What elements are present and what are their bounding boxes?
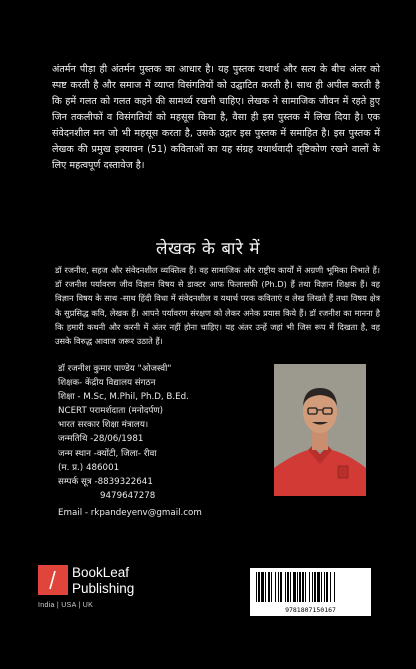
back-cover-blurb: अंतर्मन पीड़ा ही अंतर्मन पुस्तक का आधार है। यह पुस्तक यथार्थ और सत्य के बीच अंतर को स्पष्ट करती है और समाज में व्याप्त विसंगतियों को उद्घाटित करती है। साथ ही अपील करती है कि हमें गलत को गलत कहने की सामर्थ्य रखनी चाहिए। लेखक ने सामाजिक जीवन में रहते हुए जिन तकलीफों व विसंगतियों को महसूस किया है, वैसा ही इस पुस्तक में लिख दिया है। एक संवेदनशील मन जो भी महसूस करता है, उसके उद्गार इस पुस्तक में समाहित है। इस पुस्तक में लेखक की प्रमुख इक्यावन (51) कविताओं का यह संग्रह यथार्थवादी दृष्टिकोण रखने वालों के लिए महत्वपूर्ण दस्तावेज है। xyxy=(52,64,380,171)
barcode-bars xyxy=(250,568,371,606)
isbn-barcode xyxy=(250,568,371,616)
author-birthplace: जन्म स्थान -क्योंटी, जिला- रीवा xyxy=(58,448,157,459)
author-bio: डॉ रजनीश, सहज और संवेदनशील व्यक्तित्व हैं। वह सामाजिक और राष्ट्रीय कार्यों में अग्रणी भूमिका निभाते हैं। डॉ रजनीश पर्यावरण जीव विज्ञान विषय से डाक्टर आफ फिलासफी (Ph.D) हैं तथा विज्ञान शिक्षक हैं। वह विज्ञान विषय के साथ -साथ हिंदी विधा में संवेदनशील व यथार्थ परक कविताएं व लेख लिखते हैं तथा विषय क्षेत्र के सुप्रसिद्ध कवि, लेखक हैं। आपने पर्यावरण संरक्षण को लेकर अनेक प्रयास किये हैं। डॉ रजनीश का मानना है कि हमारी कथनी और करनी में अंतर नहीं होना चाहिए। यह अंतर उन्हें जहां भी जिस रूप में दिखता है, वह उसके विरुद्ध आवाज जरूर उठाते हैं। xyxy=(55,265,380,347)
author-dob: जन्मतिथि -28/06/1981 xyxy=(58,434,144,445)
author-role: शिक्षक- केंद्रीय विद्यालय संगठन xyxy=(58,378,156,389)
author-ncert: NCERT परामर्शदाता (मनोदर्पण) xyxy=(58,406,164,417)
publisher-logo xyxy=(38,565,178,625)
author-name: डॉ रजनीश कुमार पाण्डेय "ओजस्वी" xyxy=(58,364,172,374)
author-photo xyxy=(274,364,366,496)
author-email: Email - rkpandeyenv@gmail.com xyxy=(58,507,202,518)
bookleaf-logo-icon xyxy=(38,565,68,595)
author-portrait-illustration xyxy=(274,364,366,496)
publisher-regions: India | USA | UK xyxy=(38,602,94,609)
isbn-number: 9781807150167 xyxy=(285,606,336,614)
author-details xyxy=(58,362,268,520)
author-ministry: भारत सरकार शिक्षा मंत्रालय। xyxy=(58,420,149,431)
author-education: शिक्षा - M.Sc, M.Phil, Ph.D, B.Ed. xyxy=(58,392,189,403)
author-phone2: 9479647278 xyxy=(100,490,156,501)
publisher-name: BookLeaf Publishing xyxy=(72,565,135,596)
author-contact: सम्पर्क सूत्र -8839322641 xyxy=(58,476,153,487)
author-pin: (म. प्र.) 486001 xyxy=(58,462,120,473)
about-author-heading: लेखक के बारे में xyxy=(156,239,260,259)
